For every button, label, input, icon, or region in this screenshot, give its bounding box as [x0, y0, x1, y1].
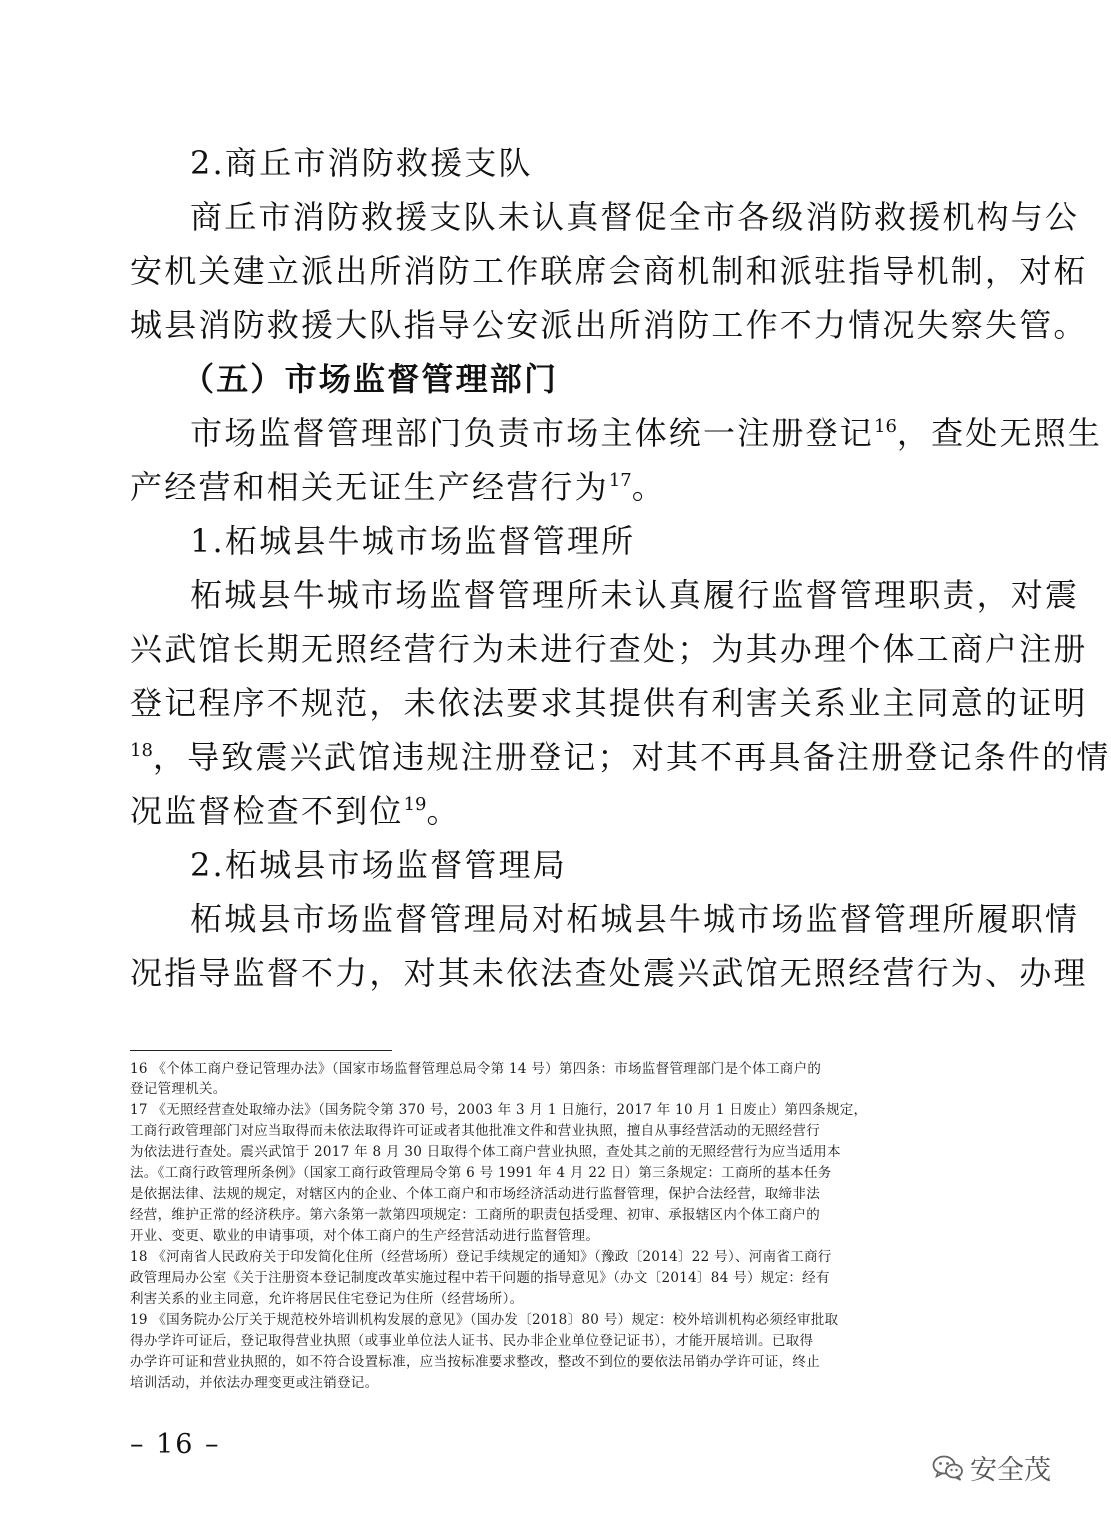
chapter-heading: （五）市场监督管理部门	[182, 360, 559, 398]
watermark-text: 安全茂	[970, 1455, 1051, 1486]
section-heading: 2.柘城县市场监督管理局	[190, 846, 567, 884]
footnote-line: 18 《河南省人民政府关于印发简化住所（经营场所）登记手续规定的通知》（豫政〔2014〕22 号）、河南省工商行	[130, 1249, 832, 1265]
paragraph-line: 安机关建立派出所消防工作联席会商机制和派驻指导机制，对柘	[130, 252, 1088, 290]
footnote-line: 工商行政管理部门对应当取得而未依法取得许可证或者其他批准文件和营业执照，擅自从事经营活动的无照经营行	[130, 1123, 820, 1139]
footnote-line: 16 《个体工商户登记管理办法》（国家市场监督管理总局令第 14 号）第四条：市场监督管理部门是个体工商户的	[130, 1061, 822, 1077]
footnote-line: 17 《无照经营查处取缔办法》（国务院令第 370 号，2003 年 3 月 1 日施行，2017 年 10 月 1 日废止）第四条规定，	[130, 1102, 868, 1118]
footnote-line: 法。《工商行政管理所条例》（国家工商行政管理局令第 6 号 1991 年 4 月 22 日）第三条规定：工商所的基本任务	[130, 1165, 832, 1181]
paragraph-line: 市场监督管理部门负责市场主体统一注册登记$^{16}$，查处无照生	[190, 414, 1103, 452]
footnote-ref: 17	[608, 470, 632, 491]
footnote-line: 办学许可证和营业执照的，如不符合设置标准，应当按标准要求整改，整改不到位的要依法吊销办学许可证，终止	[130, 1354, 820, 1370]
footnote-line: 19 《国务院办公厅关于规范校外培训机构发展的意见》（国办发〔2018〕80 号）规定：校外培训机构必须经审批取	[130, 1312, 839, 1328]
footnote-divider	[130, 1050, 392, 1051]
footnote-line: 开业、变更、歇业的申请事项，对个体工商户的生产经营活动进行监督管理。	[130, 1228, 600, 1244]
paragraph-line: 柘城县牛城市场监督管理所未认真履行监督管理职责，对震	[190, 576, 1080, 614]
footnote-line: 培训活动，并依法办理变更或注销登记。	[130, 1375, 379, 1391]
paragraph-line: 产经营和相关无证生产经营行为$^{17}$。	[130, 468, 666, 506]
paragraph-line: $^{18}$，导致震兴武馆违规注册登记；对其不再具备注册登记条件的情	[130, 738, 1111, 776]
page-number: – 16 –	[130, 1429, 221, 1460]
paragraph-line: 柘城县市场监督管理局对柘城县牛城市场监督管理所履职情	[190, 900, 1080, 938]
wechat-icon	[932, 1454, 964, 1482]
footnote-line: 政管理局办公室《关于注册资本登记制度改革实施过程中若干问题的指导意见》（办文〔2014〕84 号）规定：经有	[130, 1270, 830, 1286]
footnote-line: 利害关系的业主同意，允许将居民住宅登记为住所（经营场所）。	[130, 1291, 524, 1307]
paragraph-line: 商丘市消防救援支队未认真督促全市各级消防救援机构与公	[190, 198, 1080, 236]
footnote-line: 得办学许可证后，登记取得营业执照（或事业单位法人证书、民办非企业单位登记证书），才能开展培训。已取得	[130, 1333, 814, 1349]
paragraph-line: 况指导监督不力，对其未依法查处震兴武馆无照经营行为、办理	[130, 954, 1088, 992]
section-heading: 1.柘城县牛城市场监督管理所	[190, 522, 636, 560]
footnote-line: 是依据法律、法规的规定，对辖区内的企业、个体工商户和市场经济活动进行监督管理，保护合法经营，取缔非法	[130, 1186, 820, 1202]
footnote-line: 经营，维护正常的经济秩序。第六条第一款第四项规定：工商所的职责包括受理、初审、承报辖区内个体工商户的	[130, 1207, 820, 1223]
watermark	[932, 1448, 1051, 1487]
paragraph-line: 兴武馆长期无照经营行为未进行查处；为其办理个体工商户注册	[130, 630, 1088, 668]
footnote-ref: 18	[130, 740, 153, 761]
footnote-ref: 19	[403, 794, 427, 815]
footnote-line: 登记管理机关。	[130, 1081, 227, 1097]
footnote-ref: 16	[874, 416, 897, 437]
paragraph-line: 登记程序不规范，未依法要求其提供有利害关系业主同意的证明	[130, 684, 1088, 722]
paragraph-line: 城县消防救援大队指导公安派出所消防工作不力情况失察失管。	[130, 306, 1088, 344]
section-heading: 2.商丘市消防救援支队	[190, 144, 533, 182]
paragraph-line: 况监督检查不到位$^{19}$。	[130, 792, 461, 830]
footnote-line: 为依法进行查处。震兴武馆于 2017 年 8 月 30 日取得个体工商户营业执照，查处其之前的无照经营行为应当适用本	[130, 1144, 841, 1160]
